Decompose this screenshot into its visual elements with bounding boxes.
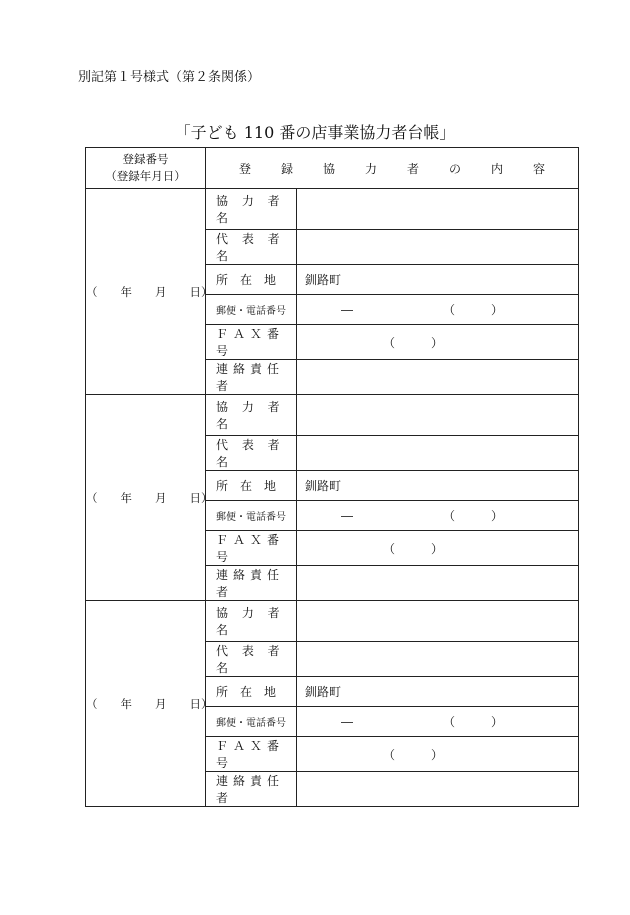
entry-2-cooperator-label: 協 力 者 名: [206, 395, 297, 436]
entry-1-address-label: 所 在 地: [206, 265, 297, 295]
entry-2-contact-field[interactable]: [297, 566, 579, 601]
entry-2-cooperator-row: [86, 395, 579, 436]
entry-3-fax-label: ＦＡＸ番号: [206, 737, 297, 772]
entry-1-address-field[interactable]: 釧路町: [297, 265, 579, 295]
entry-2-phone-label: 郵便・電話番号: [206, 501, 297, 531]
entry-1-cooperator-row: [86, 189, 579, 230]
entry-2-representative-label: 代 表 者 名: [206, 436, 297, 471]
registration-ledger-table: [85, 147, 579, 807]
document-title: 「子ども 110 番の店事業協力者台帳」: [174, 123, 456, 142]
entry-2-contact-label: 連絡責任者: [206, 566, 297, 601]
entry-3-phone-label: 郵便・電話番号: [206, 707, 297, 737]
header-cooperator-details: [206, 148, 579, 189]
entry-2-fax-label: ＦＡＸ番号: [206, 531, 297, 566]
entry-1-representative-label: 代 表 者 名: [206, 230, 297, 265]
entry-1-phone-label: 郵便・電話番号: [206, 295, 297, 325]
entry-3-representative-label: 代 表 者 名: [206, 642, 297, 677]
header-reg-no-label: 登録番号: [122, 152, 169, 166]
header-registration-number: [86, 148, 206, 189]
entry-1-contact-field[interactable]: [297, 360, 579, 395]
entry-3-phone-field[interactable]: ― （ ）: [297, 707, 579, 737]
entry-3-cooperator-row: [86, 601, 579, 642]
entry-2-date-placeholder: （ 年 月 日）: [86, 490, 213, 505]
entry-3-contact-label: 連絡責任者: [206, 772, 297, 807]
entry-1-cooperator-label: 協 力 者 名: [206, 189, 297, 230]
entry-1-cooperator-field[interactable]: [297, 189, 579, 230]
entry-1-phone-field[interactable]: ― （ ）: [297, 295, 579, 325]
entry-3-address-label: 所 在 地: [206, 677, 297, 707]
table-header-row: [86, 148, 579, 189]
entry-1-fax-label: ＦＡＸ番号: [206, 325, 297, 360]
entry-2-address-label: 所 在 地: [206, 471, 297, 501]
entry-3-cooperator-field[interactable]: [297, 601, 579, 642]
entry-2-phone-field[interactable]: ― （ ）: [297, 501, 579, 531]
entry-2-fax-field[interactable]: （ ）: [297, 531, 579, 566]
entry-3-date-placeholder: （ 年 月 日）: [86, 696, 213, 711]
entry-2-cooperator-field[interactable]: [297, 395, 579, 436]
entry-3-contact-field[interactable]: [297, 772, 579, 807]
entry-3-representative-field[interactable]: [297, 642, 579, 677]
entry-3-address-field[interactable]: 釧路町: [297, 677, 579, 707]
entry-3-registration-cell: [86, 601, 213, 807]
entry-1-registration-cell: [86, 189, 213, 395]
entry-1-fax-field[interactable]: （ ）: [297, 325, 579, 360]
entry-2-representative-field[interactable]: [297, 436, 579, 471]
entry-2-registration-cell: [86, 395, 213, 601]
header-details-label: 登録協力者の内容: [239, 161, 576, 176]
entry-1-date-placeholder: （ 年 月 日）: [86, 284, 213, 299]
entry-1-contact-label: 連絡責任者: [206, 360, 297, 395]
header-reg-date-label: （登録年月日）: [105, 169, 186, 183]
entry-2-address-field[interactable]: 釧路町: [297, 471, 579, 501]
entry-3-cooperator-label: 協 力 者 名: [206, 601, 297, 642]
entry-1-representative-field[interactable]: [297, 230, 579, 265]
form-number-label: 別記第１号様式（第２条関係）: [78, 70, 261, 85]
entry-3-fax-field[interactable]: （ ）: [297, 737, 579, 772]
